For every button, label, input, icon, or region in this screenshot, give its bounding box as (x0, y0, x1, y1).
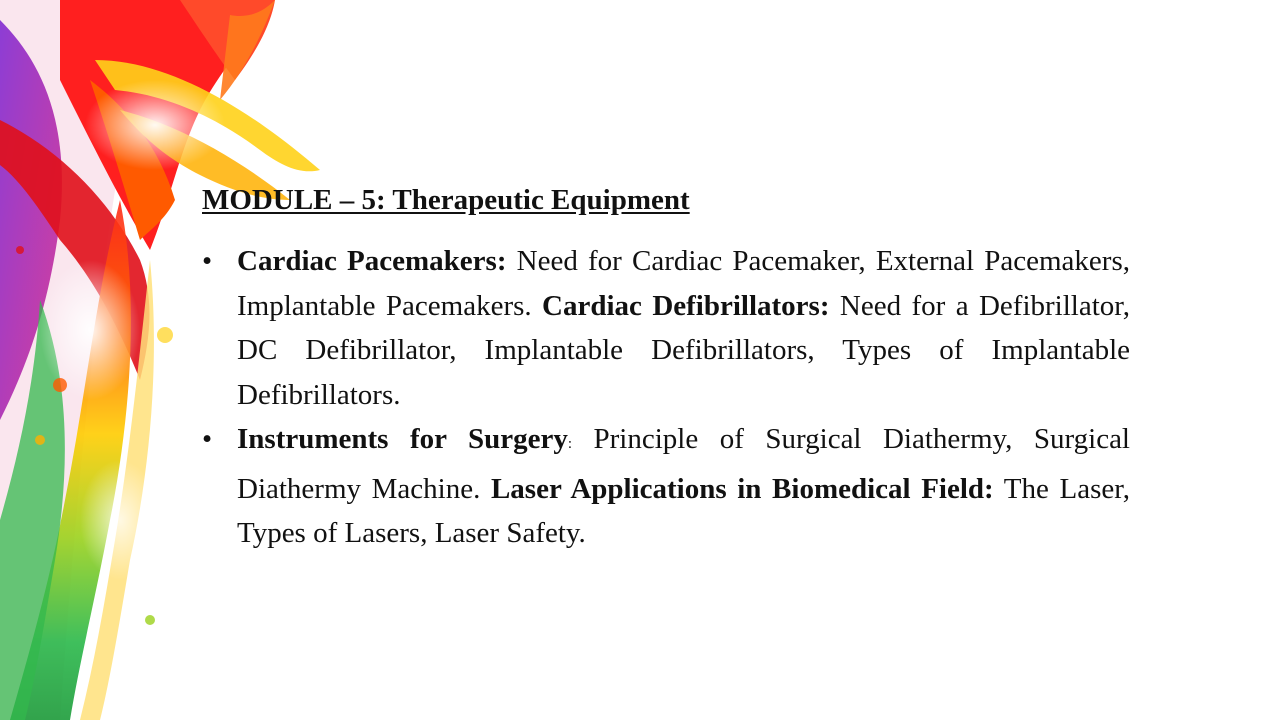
topic-description: Need for Cardiac Pacemaker, External Pacemakers, Implantable Pacemakers. (237, 245, 1130, 322)
topic-colon: : (567, 436, 573, 452)
bullet-icon: • (202, 423, 213, 455)
bullet-icon: • (202, 245, 213, 277)
topic-term: Laser Applications in Biomedical Field: (490, 472, 994, 505)
topic-term: Cardiac Pacemakers: (237, 245, 507, 277)
topic-list (202, 239, 1130, 556)
list-item (202, 239, 1130, 417)
topic-term: Cardiac Defibrillators: (542, 289, 830, 322)
list-item (202, 417, 1130, 556)
topic-description: The Laser, Types of Lasers, Laser Safety. (237, 472, 1130, 549)
module-heading: MODULE – 5: Therapeutic Equipment (202, 184, 690, 216)
topic-description: Principle of Surgical Diathermy, Surgical Diathermy Machine. (237, 423, 1130, 505)
topic-term: Instruments for Surgery (237, 423, 568, 455)
slide-content (202, 180, 1130, 556)
topic-description: Need for a Defibrillator, DC Defibrillator, Implantable Defibrillators, Types of Implantable Defibrillators. (237, 289, 1131, 411)
